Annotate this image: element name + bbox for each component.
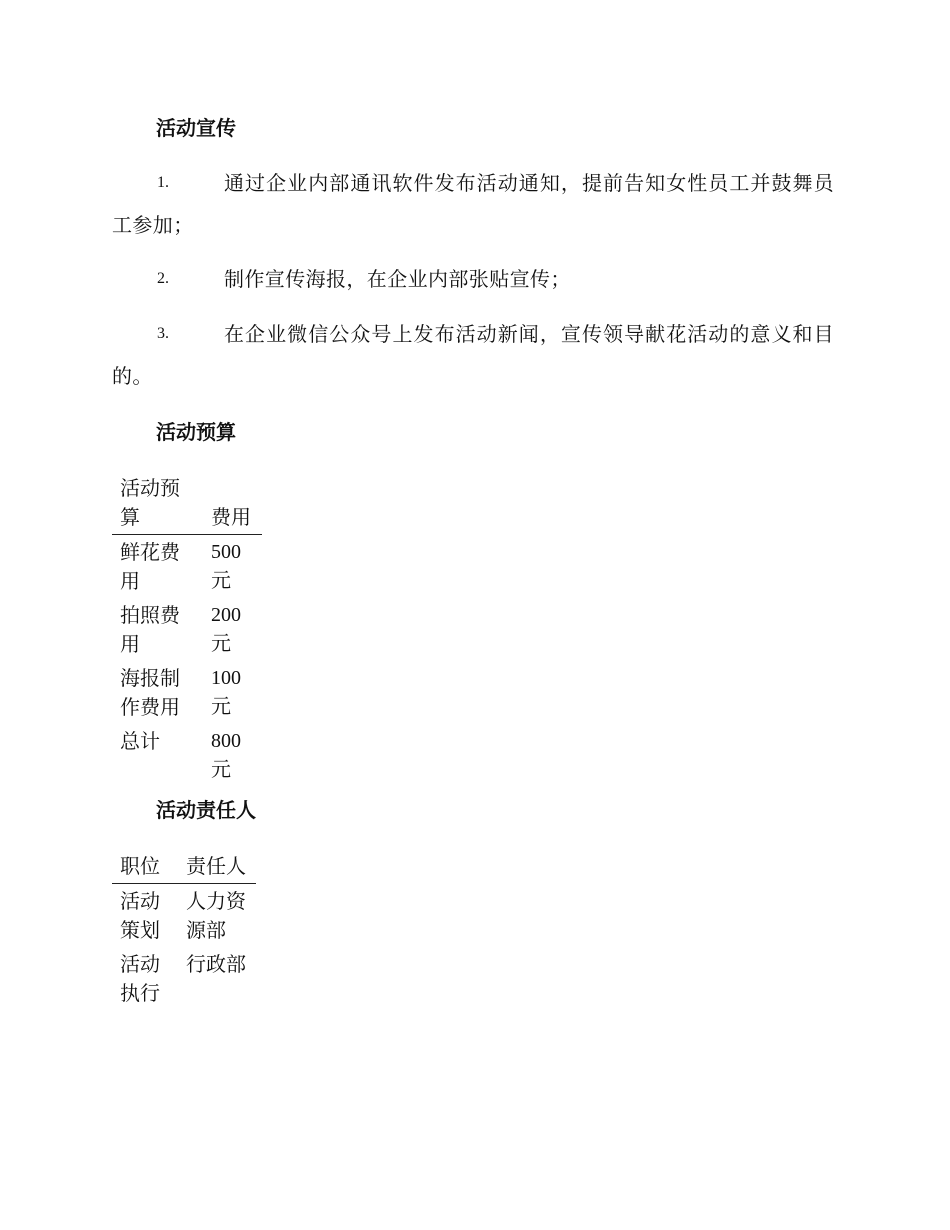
position-cell: 活动策划	[120, 889, 160, 942]
list-item-text: 通过企业内部通讯软件发布活动通知，提前告知女性员工并鼓舞员工参加；	[112, 171, 834, 237]
list-item	[112, 258, 834, 300]
section-heading-owners: 活动责任人	[156, 798, 256, 822]
budget-table	[112, 474, 262, 787]
table-row	[112, 947, 256, 1010]
budget-cost-cell: 100元	[211, 667, 241, 718]
budget-cost-cell: 500元	[211, 541, 241, 592]
owner-cell: 行政部	[186, 952, 246, 976]
table-row	[112, 724, 262, 787]
list-item	[112, 313, 834, 397]
table-row	[112, 535, 262, 599]
section-heading-promotion: 活动宣传	[156, 116, 236, 140]
list-item-number: 1.	[157, 174, 169, 191]
position-cell: 活动执行	[120, 952, 160, 1005]
table-row	[112, 884, 256, 948]
list-item-text: 在企业微信公众号上发布活动新闻，宣传领导献花活动的意义和目的。	[112, 322, 834, 388]
budget-total-cost: 800元	[211, 730, 241, 781]
table-row	[112, 598, 262, 661]
list-item	[112, 162, 834, 246]
column-header-cost: 费用	[211, 505, 251, 529]
budget-cost-cell: 200元	[211, 604, 241, 655]
list-item-number: 3.	[157, 325, 169, 342]
budget-total-label: 总计	[120, 729, 160, 753]
budget-item-cell: 拍照费用	[120, 603, 180, 656]
owner-cell: 人力资源部	[186, 889, 246, 942]
list-item-number: 2.	[157, 270, 169, 287]
list-item-text: 制作宣传海报，在企业内部张贴宣传；	[224, 267, 571, 291]
budget-item-cell: 海报制作费用	[120, 666, 180, 719]
column-header-owner: 责任人	[186, 854, 246, 878]
budget-item-cell: 鲜花费用	[120, 540, 180, 593]
table-header-row	[112, 852, 256, 884]
column-header-position: 职位	[120, 854, 160, 878]
column-header-budget-item: 活动预算	[120, 476, 180, 529]
section-heading-budget: 活动预算	[156, 420, 236, 444]
table-header-row	[112, 474, 262, 535]
table-row	[112, 661, 262, 724]
owners-table	[112, 852, 256, 1010]
